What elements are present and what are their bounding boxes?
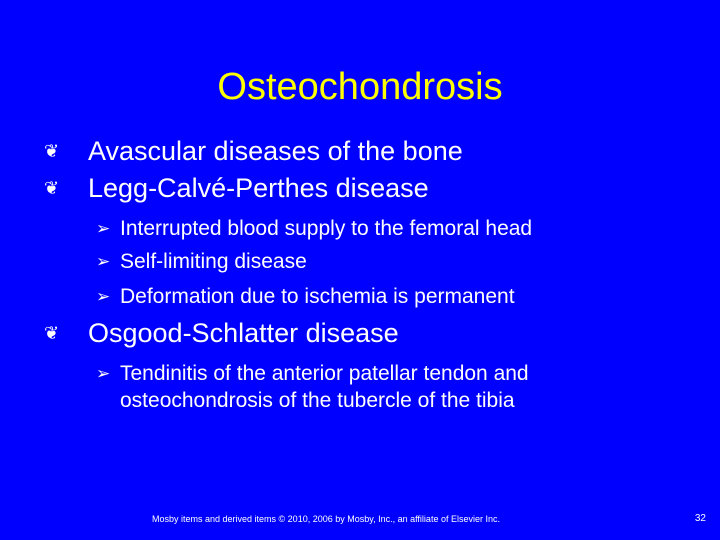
sub-bullet-item bbox=[96, 283, 515, 310]
sub-bullet-text: Interrupted blood supply to the femoral head bbox=[120, 217, 533, 240]
ribbon-bullet-icon: ❦ bbox=[44, 178, 60, 198]
sub-bullet-text: Self-limiting disease bbox=[120, 250, 307, 273]
ribbon-bullet-icon: ❦ bbox=[44, 141, 60, 161]
bullet-item bbox=[44, 317, 399, 349]
arrowhead-bullet-icon: ➢ bbox=[96, 252, 111, 271]
sub-bullet-item bbox=[96, 215, 533, 242]
bullet-text: Osgood-Schlatter disease bbox=[88, 318, 399, 348]
sub-bullet-item bbox=[96, 360, 600, 414]
sub-bullet-text: Tendinitis of the anterior patellar tendon and osteochondrosis of the tubercle of the tibia bbox=[120, 362, 529, 412]
arrowhead-bullet-icon: ➢ bbox=[96, 287, 111, 306]
slide-title: Osteochondrosis bbox=[217, 66, 503, 108]
arrowhead-bullet-icon: ➢ bbox=[96, 364, 111, 383]
bullet-item bbox=[44, 135, 463, 167]
bullet-text: Avascular diseases of the bone bbox=[88, 136, 463, 166]
bullet-text: Legg-Calvé-Perthes disease bbox=[88, 173, 429, 203]
sub-bullet-text: Deformation due to ischemia is permanent bbox=[120, 285, 515, 308]
ribbon-bullet-icon: ❦ bbox=[44, 323, 60, 343]
page-number: 32 bbox=[694, 513, 706, 524]
sub-bullet-item bbox=[96, 248, 307, 275]
bullet-item bbox=[44, 172, 429, 204]
copyright-footer: Mosby items and derived items © 2010, 2006 by Mosby, Inc., an affiliate of Elsevier Inc. bbox=[152, 514, 500, 524]
arrowhead-bullet-icon: ➢ bbox=[96, 219, 111, 238]
